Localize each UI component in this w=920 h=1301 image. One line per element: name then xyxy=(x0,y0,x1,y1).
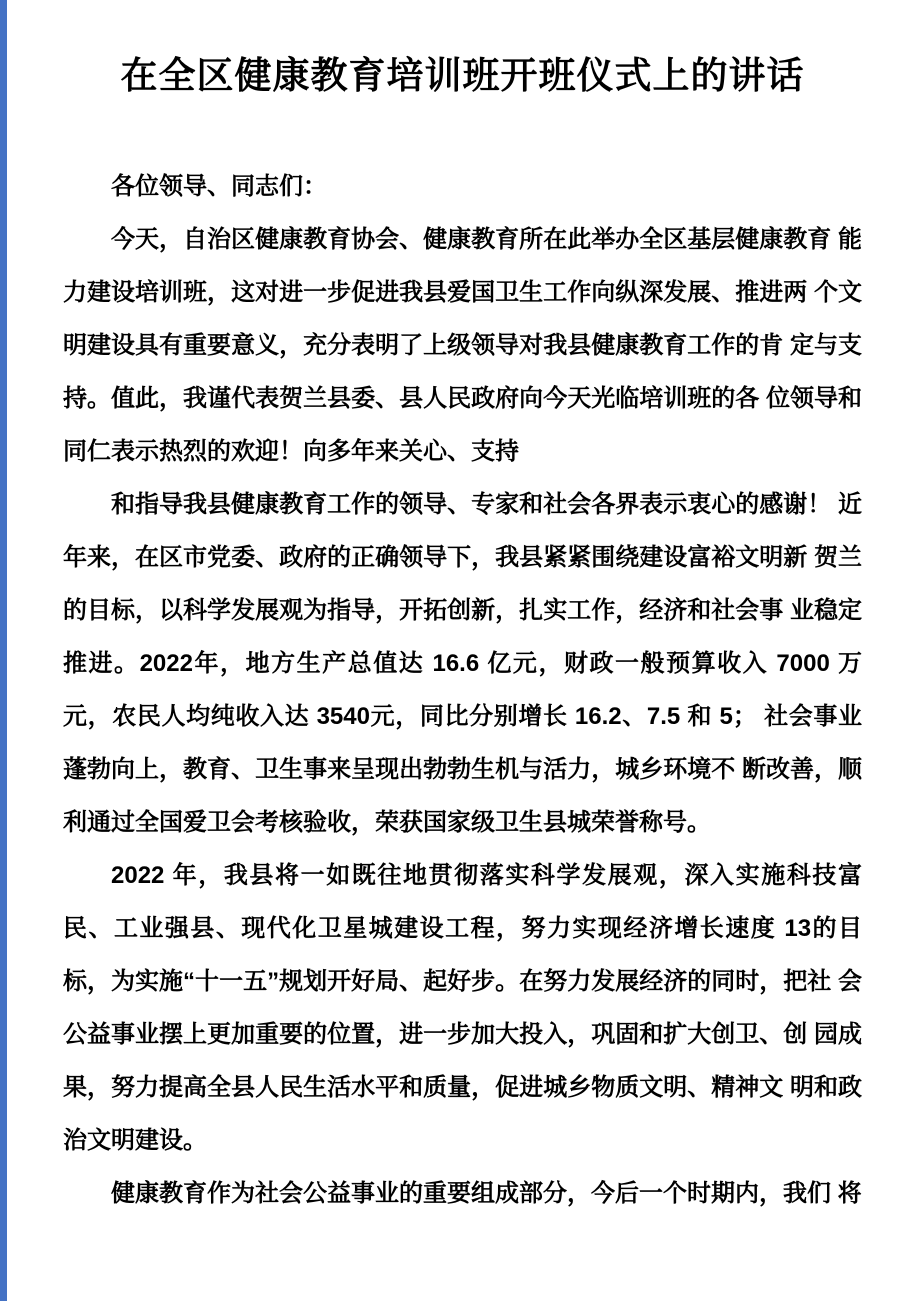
paragraph: 健康教育作为社会公益事业的重要组成部分，今后一个时期内，我们 将 xyxy=(111,1180,862,1207)
document-title: 在全区健康教育培训班开班仪式上的讲话 xyxy=(120,55,805,96)
paragraph: 2022 年，我县将一如既往地贯彻落实科学发展观，深入实施科技富 民、工业强县、现代化卫星城建设工程，努力实现经济增长速度 13的目 标，为实施“十一五”规划开好局、起好步。在努力发展经济的同时，把社 会公益事业摆上更加重要的位置，进一步加大投入，巩固和扩大创卫、创 园成果，努力提高全县人民生活水平和质量，促进城乡物质文明、精神文 明和政治文明建设。 xyxy=(63,862,862,1154)
left-edge-bar xyxy=(0,0,7,1301)
paragraph: 和指导我县健康教育工作的领导、专家和社会各界表示衷心的感谢！ 近年来，在区市党委、政府的正确领导下，我县紧紧围绕建设富裕文明新 贺兰的目标，以科学发展观为指导，开拓创新，扎实工作，经济和社会事 业稳定推进。2022年，地方生产总值达 16.6 亿元，财政一般预算收入 7000 万元，农民人均纯收入达 3540元，同比分别增长 16.2、7.5 和 5； 社会事业蓬勃向上，教育、卫生事来呈现出勃勃生机与活力，城乡环境不 断改善，顺利通过全国爱卫会考核验收，荣获国家级卫生县城荣誉称号。 xyxy=(63,491,862,836)
salutation-line: 各位领导、同志们： xyxy=(111,173,327,200)
paragraph: 今天，自治区健康教育协会、健康教育所在此举办全区基层健康教育 能力建设培训班，这对进一步促进我县爱国卫生工作向纵深发展、推进两 个文明建设具有重要意义，充分表明了上级领导对我县健康教育工作的肯 定与支持。值此，我谨代表贺兰县委、县人民政府向今天光临培训班的各 位领导和同仁表示热烈的欢迎！向多年来关心、支持 xyxy=(63,226,862,465)
